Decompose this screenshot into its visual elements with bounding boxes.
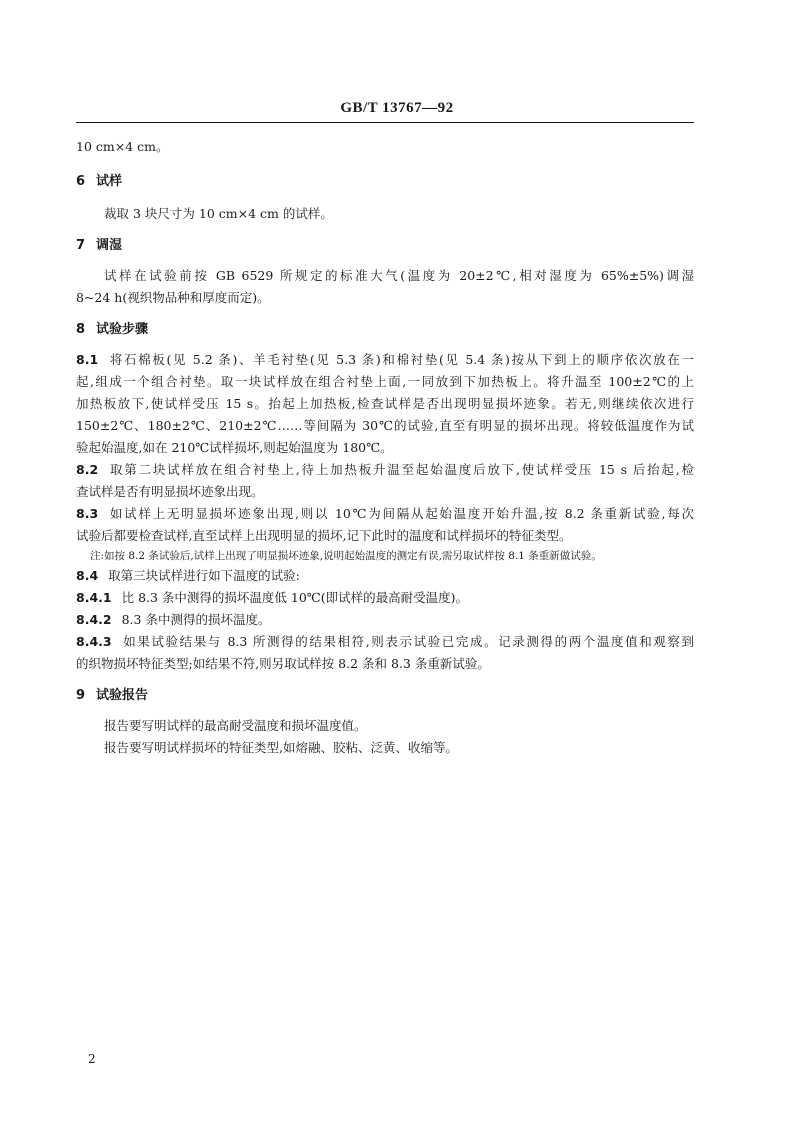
section-7-heading [76,236,122,256]
clause-8-1-text-1: 将石棉板(见 5.2 条)、羊毛衬垫(见 5.3 条)和棉衬垫(见 5.4 条)按从下到上的顺序依次放在一 [108,352,694,367]
section-7-line-2: 8~24 h(视织物品种和厚度而定)。 [76,290,270,305]
clause-8-2-line-2: 查试样是否有明显损坏迹象出现。 [76,484,264,499]
clause-8-4 [76,566,694,586]
clause-8-2-number: 8.2 [76,462,99,477]
clause-8-2-text-1: 取第二块试样放在组合衬垫上,待上加热板升温至起始温度后放下,使试样受压 15 s 后抬起,检 [108,462,694,477]
clause-8-4-1-text: 比 8.3 条中测得的损坏温度低 10℃(即试样的最高耐受温度)。 [121,590,469,605]
section-9-line-1: 报告要写明试样的最高耐受温度和损坏温度值。 [104,718,367,733]
continued-text: 10 cm×4 cm。 [76,139,169,154]
clause-8-4-text: 取第三块试样进行如下温度的试验: [108,568,300,583]
page-header: GB/T 13767—92 [340,100,454,116]
clause-8-1-line-2: 起,组成一个组合衬垫。取一块试样放在组合衬垫上面,一同放到下加热板上。将升温至 100±2℃的上 [76,374,694,389]
section-6-line-1: 裁取 3 块尺寸为 10 cm×4 cm 的试样。 [104,206,333,221]
clause-8-4-number: 8.4 [76,568,99,583]
clause-8-4-3-number: 8.4.3 [76,634,112,649]
clause-8-2-line-1 [76,460,694,480]
clause-8-1-line-1 [76,350,694,370]
clause-8-1-number: 8.1 [76,352,99,367]
clause-8-1-line-5: 验起始温度,如在 210℃试样损坏,则起始温度为 180℃。 [76,440,393,455]
section-7-title: 调湿 [96,238,123,253]
clause-8-4-2-text: 8.3 条中测得的损坏温度。 [121,612,271,627]
clause-8-3-number: 8.3 [76,506,99,521]
clause-8-4-1-number: 8.4.1 [76,590,112,605]
clause-8-1-line-4: 150±2℃、180±2℃、210±2℃……等间隔为 30℃的试验,直至有明显的损坏出现。将较低温度作为试 [76,418,694,433]
clause-8-4-3-text-1: 如果试验结果与 8.3 所测得的结果相符,则表示试验已完成。记录测得的两个温度值和观察到 [121,634,694,649]
header-rule [76,122,694,123]
section-6-heading [76,172,122,192]
section-6-title: 试样 [96,174,123,189]
clause-8-4-1 [76,588,694,608]
clause-8-4-3-line-1 [76,632,694,652]
section-8-heading [76,320,148,340]
page-number: 2 [88,1052,96,1066]
clause-8-3-note: 注:如按 8.2 条试验后,试样上出现了明显损坏迹象,说明起始温度的测定有误,需另取试样按 8.1 条重新做试验。 [90,550,602,562]
section-6-number: 6 [76,174,86,189]
section-8-number: 8 [76,322,86,337]
clause-8-3-line-2: 试验后都要检查试样,直至试样上出现明显的损坏,记下此时的温度和试样损坏的特征类型。 [76,528,572,543]
section-9-number: 9 [76,688,86,703]
section-9-line-2: 报告要写明试样损坏的特征类型,如熔融、胶粘、泛黄、收缩等。 [104,740,458,755]
clause-8-4-2 [76,610,694,630]
clause-8-3-text-1: 如试样上无明显损坏迹象出现,则以 10℃为间隔从起始温度开始升温,按 8.2 条重新试验,每次 [108,506,694,521]
section-7-number: 7 [76,238,86,253]
clause-8-4-3-line-2: 的织物损坏特征类型;如结果不符,则另取试样按 8.2 条和 8.3 条重新试验。 [76,656,490,671]
clause-8-3-line-1 [76,504,694,524]
clause-8-1-line-3: 加热板放下,使试样受压 15 s。抬起上加热板,检查试样是否出现明显损坏迹象。若无,则继续依次进行 [76,396,694,411]
section-9-heading [76,686,148,706]
section-7-line-1: 试样在试验前按 GB 6529 所规定的标准大气(温度为 20±2℃,相对湿度为 65%±5%)调湿 [104,268,694,283]
section-9-title: 试验报告 [96,688,149,703]
clause-8-4-2-number: 8.4.2 [76,612,112,627]
section-8-title: 试验步骤 [96,322,149,337]
